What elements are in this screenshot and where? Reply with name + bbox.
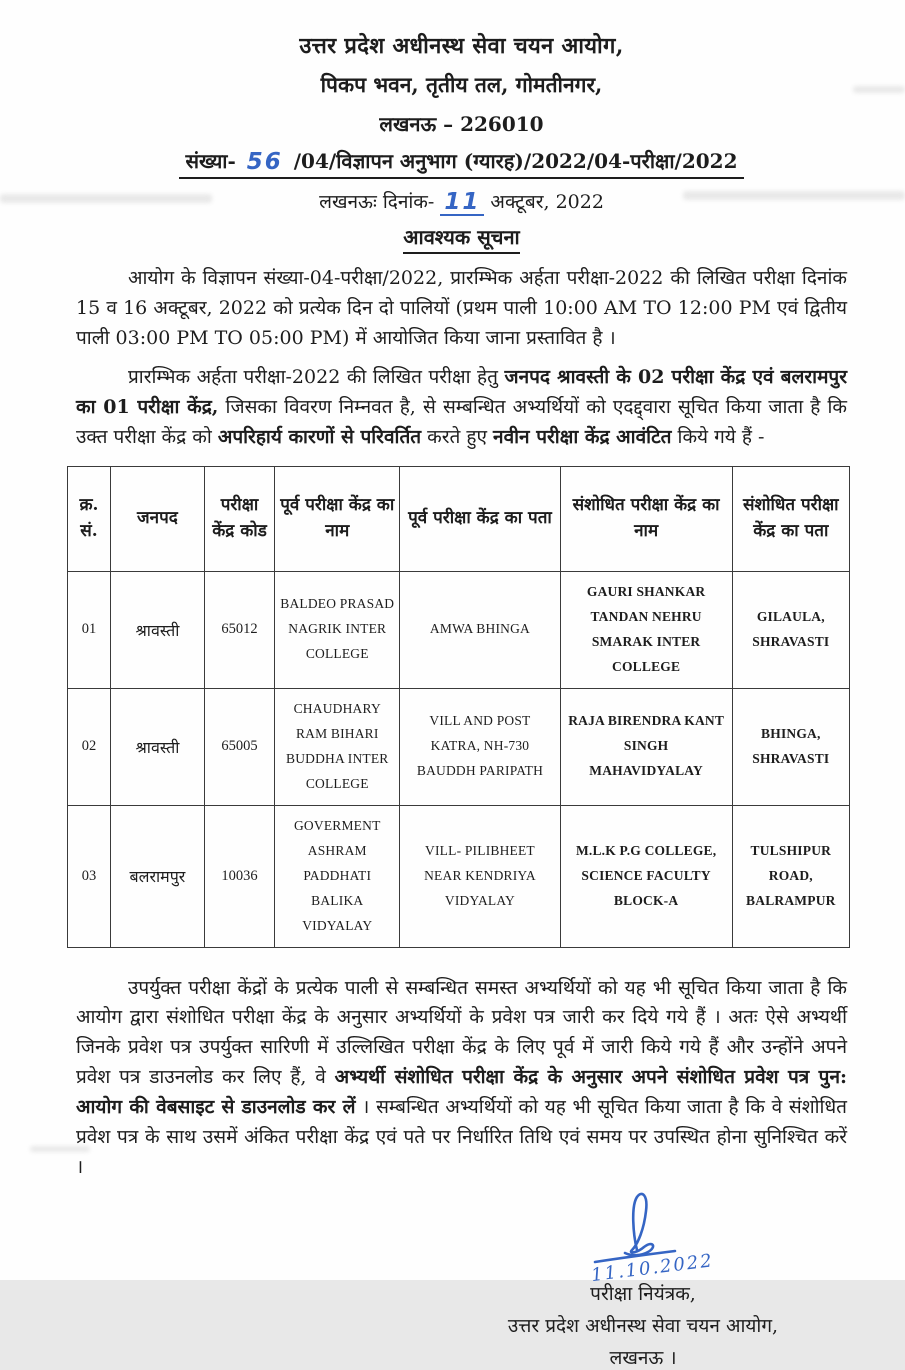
- table-row: [68, 805, 850, 947]
- cell-new-center-name: M.L.K P.G COLLEGE, SCIENCE FACULTY BLOCK-A: [560, 805, 732, 947]
- handwritten-ref-number: 56: [246, 149, 283, 175]
- col-center-code: परीक्षा केंद्र कोड: [204, 466, 274, 571]
- cell-new-center-name: GAURI SHANKAR TANDAN NEHRU SMARAK INTER COLLEGE: [560, 571, 732, 688]
- cell-old-center-address: VILL AND POST KATRA, NH-730 BAUDDH PARIPATH: [400, 688, 560, 805]
- table-row: [68, 688, 850, 805]
- signature-block: [428, 1190, 858, 1370]
- paragraph-admit-card-instructions: उपर्युक्त परीक्षा केंद्रों के प्रत्येक पाली से सम्बन्धित समस्त अभ्यर्थियों को यह भी सूचित किया जाता है कि आयोग द्वारा संशोधित परीक्षा केंद्र के अनुसार अभ्यर्थियों के प्रवेश पत्र जारी कर दिये गये हैं । अतः ऐसे अभ्यर्थी जिनके प्रवेश पत्र उपर्युक्त सारिणी में उल्लिखित परीक्षा केंद्र के लिए पूर्व में जारी किये गये हैं और उन्होंने अपने प्रवेश पत्र डाउनलोड कर लिए हैं, वे अभ्यर्थी संशोधित परीक्षा केंद्र के अनुसार अपने संशोधित प्रवेश पत्र पुन: आयोग की वेबसाइट से डाउनलोड कर लें । सम्बन्धित अभ्यर्थियों को यह भी सूचित किया जाता है कि वे संशोधित प्रवेश पत्र के साथ उसमें अंकित परीक्षा केंद्र एवं पते पर निर्धारित तिथि एवं समय पर उपस्थित होना सुनिश्चित करें ।: [76, 976, 847, 1178]
- paragraph-center-change: प्रारम्भिक अर्हता परीक्षा-2022 की लिखित परीक्षा हेतु जनपद श्रावस्ती के 02 परीक्षा केंद्र एवं बलरामपुर का 01 परीक्षा केंद्र, जिसका विवरण निम्नवत है, से सम्बन्धित अभ्यर्थियों को एदद्द्वारा सूचित किया जाता है कि उक्त परीक्षा केंद्र को अपरिहार्य कारणों से परिवर्तित करते हुए नवीन परीक्षा केंद्र आवंटित किये गये हैं -: [76, 366, 848, 449]
- cell-new-center-address: TULSHIPUR ROAD, BALRAMPUR: [732, 805, 849, 947]
- cell-old-center-name: CHAUDHARY RAM BIHARI BUDDHA INTER COLLEGE: [275, 688, 400, 805]
- cell-old-center-address: VILL- PILIBHEET NEAR KENDRIYA VIDYALAY: [400, 805, 560, 947]
- cell-old-center-name: GOVERMENT ASHRAM PADDHATI BALIKA VIDYALAY: [275, 805, 400, 947]
- col-old-center-name: पूर्व परीक्षा केंद्र का नाम: [275, 466, 400, 571]
- cell-new-center-address: GILAULA, SHRAVASTI: [732, 571, 849, 688]
- col-new-center-name: संशोधित परीक्षा केंद्र का नाम: [560, 466, 732, 571]
- scan-streak: [853, 86, 905, 93]
- ref-rest: /04/विज्ञापन अनुभाग (ग्यारह)/2022/04-परीक्षा/2022: [293, 149, 738, 173]
- signature-date-text: 11.10.2022: [590, 1250, 715, 1287]
- reference-number-line: [76, 147, 847, 179]
- cell-serial: 03: [68, 805, 111, 947]
- org-address-line: पिकप भवन, तृतीय तल, गोमतीनगर,: [320, 72, 603, 97]
- col-old-center-address: पूर्व परीक्षा केंद्र का पता: [400, 466, 560, 571]
- date-line: [76, 188, 847, 215]
- cell-new-center-name: RAJA BIRENDRA KANT SINGH MAHAVIDYALAY: [560, 688, 732, 805]
- signatory-title: परीक्षा नियंत्रक,: [590, 1283, 696, 1306]
- org-city-pincode: लखनऊ – 226010: [379, 112, 544, 136]
- cell-new-center-address: BHINGA, SHRAVASTI: [732, 688, 849, 805]
- cell-serial: 02: [68, 688, 111, 805]
- cell-district: बलरामपुर: [111, 805, 205, 947]
- org-name-line: उत्तर प्रदेश अधीनस्थ सेवा चयन आयोग,: [299, 33, 624, 59]
- cell-old-center-name: BALDEO PRASAD NAGRIK INTER COLLEGE: [275, 571, 400, 688]
- ref-label: संख्या-: [185, 149, 236, 173]
- handwritten-date-number: 11: [440, 191, 484, 216]
- signatory-city: लखनऊ ।: [609, 1347, 677, 1370]
- col-new-center-address: संशोधित परीक्षा केंद्र का पता: [732, 466, 849, 571]
- exam-centers-table: [67, 466, 850, 948]
- cell-center-code: 10036: [204, 805, 274, 947]
- signatory-org: उत्तर प्रदेश अधीनस्थ सेवा चयन आयोग,: [507, 1315, 779, 1338]
- cell-center-code: 65012: [204, 571, 274, 688]
- notice-title: आवश्यक सूचना: [76, 223, 847, 254]
- cell-district: श्रावस्ती: [111, 688, 205, 805]
- col-serial: क्र. सं.: [68, 466, 111, 571]
- paragraph-exam-schedule: आयोग के विज्ञापन संख्या-04-परीक्षा/2022, प्रारम्भिक अर्हता परीक्षा-2022 की लिखित परीक्षा दिनांक 15 व 16 अक्टूबर, 2022 को प्रत्येक दिन दो पालियों (प्रथम पाली 10:00 AM TO 12:00 PM एवं द्वितीय पाली 03:00 PM TO 05:00 PM) में आयोजित किया जाना प्रस्तावित है ।: [76, 267, 847, 349]
- table-row: [68, 571, 850, 688]
- cell-serial: 01: [68, 571, 111, 688]
- cell-center-code: 65005: [204, 688, 274, 805]
- cell-old-center-address: AMWA BHINGA: [400, 571, 560, 688]
- col-district: जनपद: [111, 466, 205, 571]
- date-label: लखनऊः दिनांक-: [319, 191, 435, 213]
- signature-graphic: [533, 1190, 753, 1287]
- table-header-row: [68, 466, 850, 571]
- cell-district: श्रावस्ती: [111, 571, 205, 688]
- date-rest: अक्टूबर, 2022: [490, 191, 604, 213]
